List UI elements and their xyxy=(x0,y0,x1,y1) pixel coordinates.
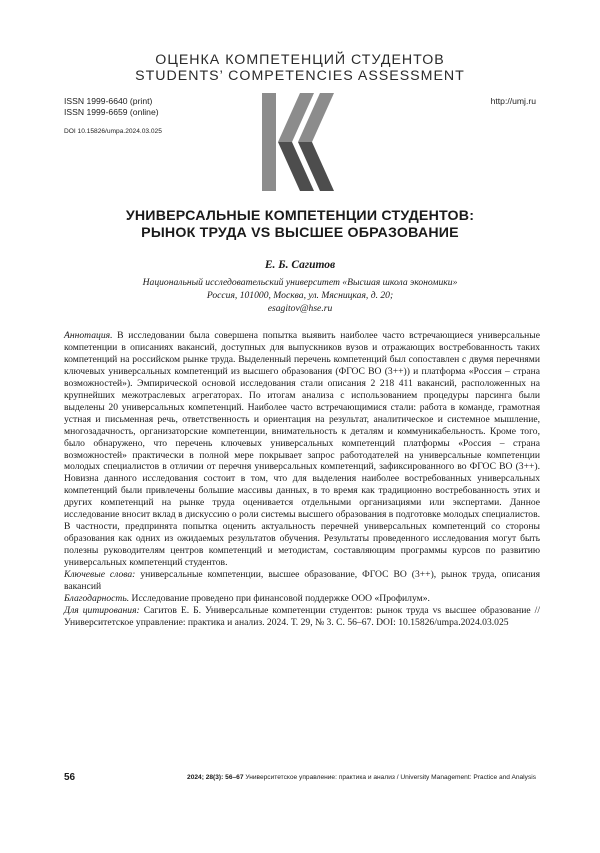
page-number: 56 xyxy=(64,772,76,783)
journal-section-title-ru: ОЦЕНКА КОМПЕТЕНЦИЙ СТУДЕНТОВ xyxy=(155,52,445,68)
thanks-paragraph xyxy=(64,593,540,605)
article-title-line1: УНИВЕРСАЛЬНЫЕ КОМПЕТЕНЦИИ СТУДЕНТОВ: xyxy=(125,208,475,224)
citation-label: Для цитирования: xyxy=(64,604,140,616)
footer-issue: 2024; 28(3): 56–67 xyxy=(187,774,244,781)
doi: DOI 10.15826/umpa.2024.03.025 xyxy=(64,128,162,135)
issn-print: ISSN 1999-6640 (print) xyxy=(64,96,153,106)
journal-logo-icon xyxy=(262,93,338,191)
abstract-text: В исследовании была совершена попытка выявить наиболее часто встречающиеся универсальные компетенции в описаниях вакансий, доступных для выпускников вузов и отражающих востребованность таких компетенций на российском рынке труда. Выделенный перечень компетенций был сопоставлен с двумя перечнями ключевых универсальных компетенций из высшего образования (ФГОС ВО (3++)) и платформа «Россия – страна возможностей»). Эмпирической основой исследования стали описания 2 218 411 вакансий, расположенных на крупнейших межотраслевых агрегаторах. По итогам анализа с использованием процедуры парсинга были выделены 20 универсальных компетенций. Наиболее часто встречающимися стали: работа в команде, грамотная устная и письменная речь, ответственность и ориентация на результат, аналитическое и системное мышление, многозадачность, организаторские компетенции, внимательность к деталям и коммуникабельность. Кроме того, было обнаружено, что перечень ключевых универсальных компетенций платформы «Россия – страна возможностей» практически в полной мере покрывает запрос работодателей на универсальные компетенции молодых специалистов в отличии от перечня универсальных компетенций, зафиксированного во ФГОС ВО (3++). Новизна данного исследования состоит в том, что для выделения наиболее востребованных универсальных компетенций были привлечены большие массивы данных, в то время как традиционно востребованность этих и других компетенций на рынке труда оценивается отдельными организациями или экспертами. Данное исследование вносит вклад в дискуссию о роли системы высшего образования в подготовке молодых специалистов. В частности, предпринята попытка оценить актуальность перечней универсальных компетенций со стороны образования как одних из ожидаемых результатов обучения. Результаты проведенного исследования могут быть полезны руководителям центров компетенций и методистам, составляющим программы курсов по развитию универсальных компетенций студентов. xyxy=(64,330,540,569)
citation-text: Сагитов Е. Б. Универсальные компетенции студентов: рынок труда vs высшее образование // Университетское управление: практика и анализ. 2024. Т. 29, № 3. С. 56–67. DOI: 10.15826/umpa.2024.03.025 xyxy=(64,604,540,628)
footer-journal-name: Университетское управление: практика и анализ / University Management: Practice and Analysis xyxy=(243,774,536,781)
keywords-paragraph xyxy=(64,569,540,593)
citation-paragraph xyxy=(64,605,540,629)
thanks-text: Исследование проведено при финансовой поддержке ООО «Профилум». xyxy=(129,592,430,604)
keywords-text: универсальные компетенции, высшее образование, ФГОС ВО (3++), рынок труда, описания вакансий xyxy=(64,569,540,593)
article-title-line2: РЫНОК ТРУДА VS ВЫСШЕЕ ОБРАЗОВАНИЕ xyxy=(141,225,459,241)
thanks-label: Благодарность. xyxy=(64,592,130,604)
journal-url[interactable]: http://umj.ru xyxy=(490,96,536,106)
abstract-paragraph xyxy=(64,330,540,569)
affiliation-university: Национальный исследовательский университет «Высшая школа экономики» xyxy=(142,277,458,288)
keywords-label: Ключевые слова: xyxy=(64,569,136,581)
affiliation-address: Россия, 101000, Москва, ул. Мясницкая, д. 20; xyxy=(206,290,394,301)
logo-left-bar xyxy=(262,93,276,191)
abstract-label: Аннотация. xyxy=(64,330,113,341)
footer-info xyxy=(187,774,536,781)
author-email[interactable]: esagitov@hse.ru xyxy=(267,303,333,314)
issn-online: ISSN 1999-6659 (online) xyxy=(64,107,159,117)
author-name: Е. Б. Сагитов xyxy=(264,259,336,271)
journal-section-title-en: STUDENTS’ COMPETENCIES ASSESSMENT xyxy=(135,68,465,84)
abstract-block xyxy=(64,330,540,629)
